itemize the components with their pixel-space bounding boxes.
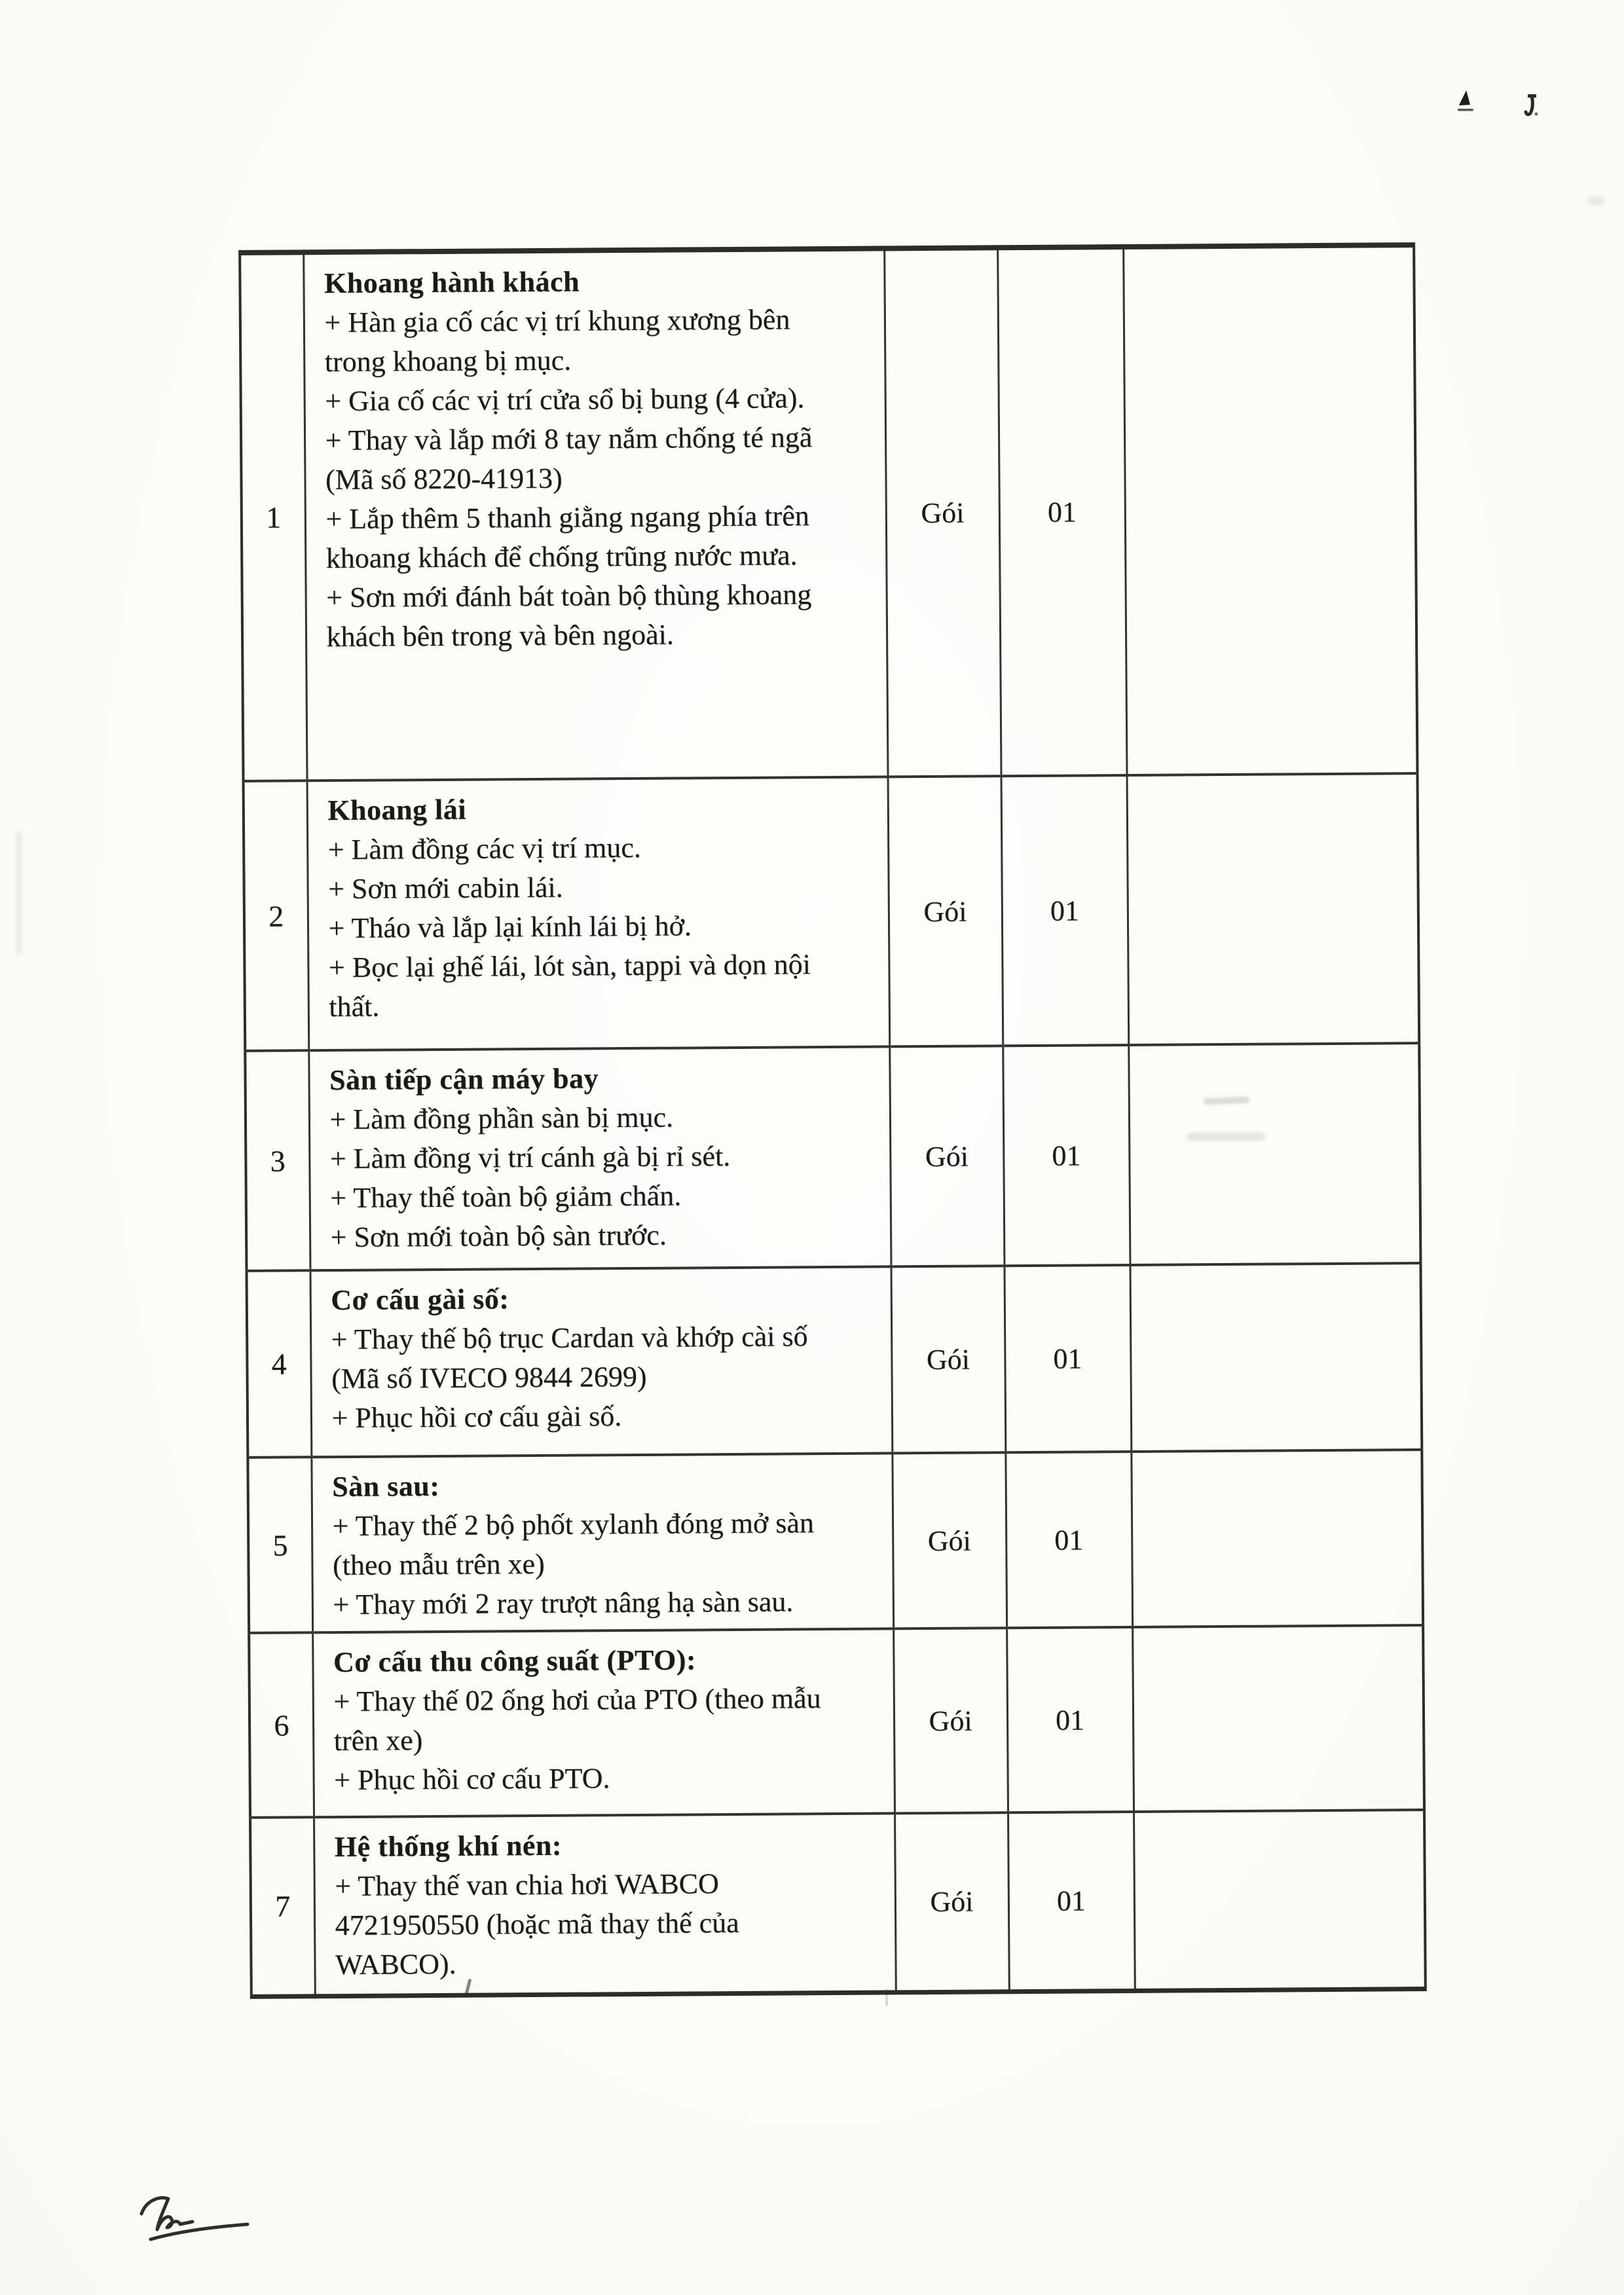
work-item-line: + Sơn mới đánh bát toàn bộ thùng khoang khách bên trong và bên ngoài. (326, 578, 812, 653)
quantity-value: 01 (1050, 894, 1080, 927)
empty-cell (1134, 1810, 1426, 1991)
row-number: 2 (268, 899, 284, 933)
work-item-list (328, 827, 860, 1027)
quantity-cell (997, 247, 1126, 776)
quantity-cell (1005, 1452, 1132, 1628)
table-sheet (238, 242, 1427, 1998)
table-row (240, 245, 1417, 781)
work-item-line: + Thay thế 02 ống hơi của PTO (theo mẫu trên xe) (333, 1682, 821, 1757)
description-cell (303, 248, 887, 780)
row-number-cell (250, 1817, 315, 1996)
quantity-value: 01 (1056, 1884, 1086, 1918)
scan-smudge (16, 832, 22, 956)
empty-cell (1123, 245, 1417, 775)
quantity-cell (1001, 775, 1129, 1046)
work-item-line: + Sơn mới cabin lái. (327, 871, 563, 906)
ink-blot-icon (1455, 88, 1477, 117)
table-row (244, 773, 1420, 1051)
work-item-line: + Thay và lắp mới 8 tay nắm chống té ngã (Mã số 8220-41913) (325, 421, 813, 496)
table-row (245, 1043, 1420, 1271)
unit-cell (895, 1812, 1009, 1992)
signature-mark (128, 2190, 266, 2249)
row-number-cell (244, 780, 309, 1051)
row-number: 5 (272, 1528, 288, 1562)
empty-cell (1128, 1043, 1420, 1265)
unit-cell (891, 1266, 1005, 1453)
work-item-line: + Thay thế bộ trục Cardan và khớp cài số (Mã số IVECO 9844 2699) (331, 1320, 808, 1395)
row-number-cell (248, 1457, 312, 1633)
description-cell (307, 777, 890, 1050)
work-category-title: Sàn tiếp cận máy bay (329, 1062, 599, 1097)
unit-value: Gói (927, 1524, 971, 1557)
work-item-line: + Phục hồi cơ cấu PTO. (334, 1762, 610, 1797)
table-row (250, 1810, 1426, 1996)
row-number-cell (245, 1050, 310, 1271)
work-item-list (333, 1679, 864, 1800)
work-item-line: + Làm đồng các vị trí mục. (327, 831, 642, 866)
row-number: 4 (271, 1347, 287, 1381)
work-item-line: + Thay thế van chia hơi WABCO 4721950550 (hoặc mã thay thế của WABCO). (335, 1867, 739, 1981)
row-number: 6 (274, 1708, 289, 1742)
unit-value: Gói (930, 1885, 974, 1919)
work-item-line: + Phục hồi cơ cấu gài số. (331, 1400, 622, 1435)
work-category-title: Cơ cấu gài số: (331, 1283, 509, 1317)
work-item-list (335, 1864, 866, 1985)
work-item-line: + Bọc lại ghế lái, lót sàn, tappi và dọn nội thất. (328, 948, 811, 1023)
unit-cell (893, 1628, 1008, 1813)
table-row (248, 1450, 1423, 1633)
work-item-line: + Làm đồng vị trí cánh gà bị rỉ sét. (329, 1140, 731, 1175)
work-item-line: + Lắp thêm 5 thanh giằng ngang phía trên khoang khách để chống trũng nước mưa. (325, 500, 809, 575)
unit-cell (888, 776, 1003, 1046)
row-number-cell (249, 1632, 314, 1818)
work-item-line: + Thay mới 2 ray trượt nâng hạ sàn sau. (333, 1585, 794, 1621)
work-category-title: Khoang hành khách (323, 265, 580, 300)
work-item-line: + Hàn gia cố các vị trí khung xương bên trong khoang bị mục. (324, 303, 790, 378)
unit-value: Gói (925, 1140, 969, 1173)
row-number-cell (247, 1270, 312, 1458)
table-row (247, 1263, 1422, 1458)
unit-cell (892, 1452, 1006, 1628)
work-item-line: + Gia cố các vị trí cửa sổ bị bung (4 cửa). (325, 382, 805, 418)
work-item-list (324, 300, 857, 657)
work-category-title: Khoang lái (327, 793, 467, 827)
unit-cell (884, 248, 1001, 777)
table-row (249, 1625, 1424, 1818)
work-item-list (332, 1503, 863, 1625)
unit-value: Gói (926, 1343, 970, 1376)
description-cell (308, 1046, 891, 1270)
quantity-value: 01 (1054, 1523, 1084, 1556)
description-cell (311, 1453, 893, 1632)
work-category-title: Sàn sau: (332, 1469, 440, 1503)
description-cell (310, 1266, 893, 1457)
work-item-line: + Thay thế 2 bộ phốt xylanh đóng mở sàn (theo mẫu trên xe) (332, 1507, 815, 1582)
quantity-value: 01 (1047, 496, 1077, 528)
description-cell (314, 1813, 896, 1996)
scan-smudge (1587, 196, 1604, 206)
row-number: 7 (275, 1889, 291, 1923)
row-number-cell (240, 252, 306, 781)
work-category-title: Hệ thống khí nén: (334, 1829, 563, 1864)
work-item-line: + Thay thế toàn bộ giảm chấn. (330, 1179, 682, 1215)
unit-value: Gói (929, 1704, 972, 1737)
work-item-line: + Làm đồng phần sàn bị mục. (329, 1101, 674, 1136)
quantity-cell (1003, 1045, 1130, 1266)
work-category-title: Cơ cấu thu công suất (PTO): (333, 1643, 697, 1679)
quantity-value: 01 (1053, 1342, 1082, 1375)
quantity-cell (1006, 1627, 1134, 1812)
quantity-cell (1008, 1812, 1135, 1991)
description-cell (312, 1628, 895, 1817)
work-items-table (238, 242, 1427, 1998)
row-number: 1 (265, 500, 282, 534)
quantity-value: 01 (1055, 1703, 1085, 1736)
row-number: 3 (270, 1144, 286, 1178)
unit-value: Gói (921, 496, 965, 530)
work-item-line: + Sơn mới toàn bộ sàn trước. (330, 1219, 667, 1254)
empty-cell (1127, 773, 1420, 1045)
unit-cell (889, 1046, 1004, 1266)
unit-value: Gói (923, 895, 967, 928)
ink-blot-icon (1523, 92, 1541, 123)
work-items-table-body (240, 245, 1426, 1996)
work-item-line: + Tháo và lắp lại kính lái bị hở. (328, 909, 692, 945)
empty-cell (1130, 1263, 1422, 1452)
quantity-value: 01 (1052, 1139, 1081, 1172)
empty-cell (1132, 1625, 1424, 1812)
work-item-list (329, 1097, 861, 1257)
work-item-list (331, 1317, 862, 1438)
quantity-cell (1004, 1265, 1131, 1452)
empty-cell (1131, 1450, 1423, 1627)
